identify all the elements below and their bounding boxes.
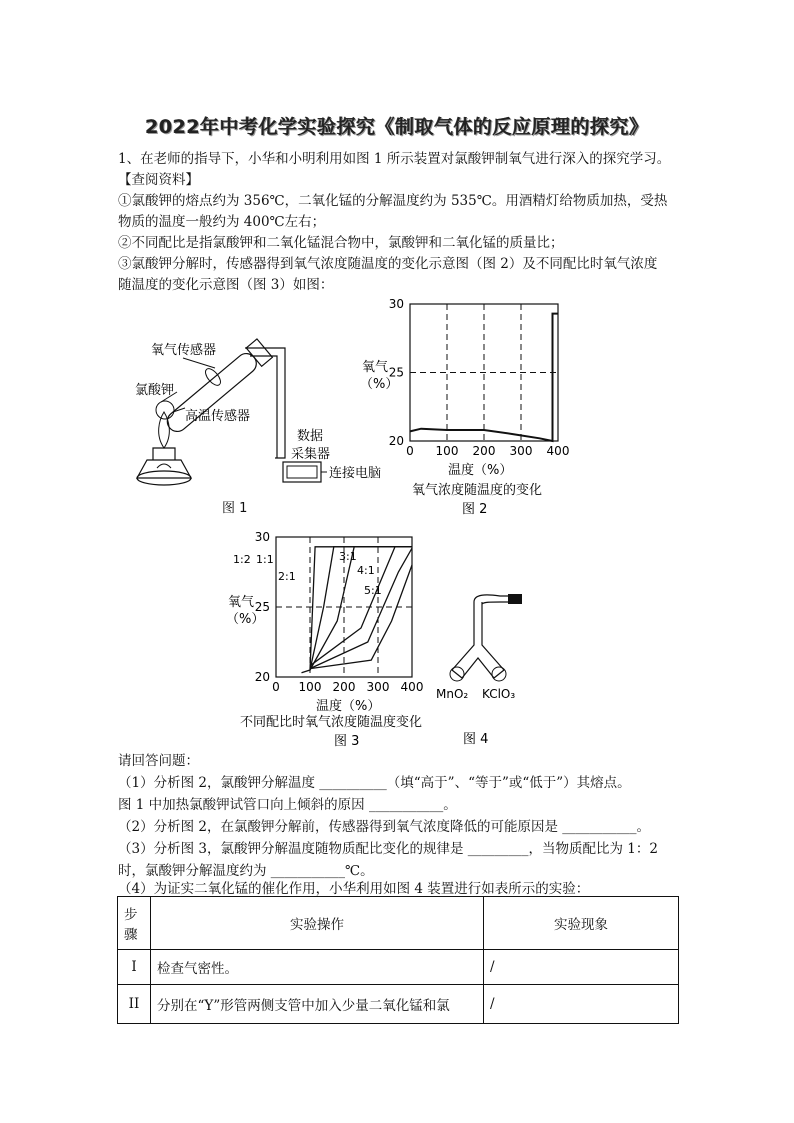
row-step: II bbox=[118, 985, 151, 1024]
label-mno2: MnO₂ bbox=[436, 687, 469, 701]
info-line-2: ②不同配比是指氯酸钾和二氧化锰混合物中，氯酸钾和二氧化锰的质量比； bbox=[118, 235, 564, 251]
x-axis-label: 温度（%） bbox=[316, 699, 381, 714]
question-2: （2）分析图 2，在氯酸钾分解前，传感器得到氧气浓度降低的可能原因是 ___________。 bbox=[118, 819, 651, 835]
x-tick-label: 200 bbox=[472, 444, 496, 458]
y-tick-label: 20 bbox=[254, 670, 270, 684]
ratio-label: 3:1 bbox=[339, 550, 357, 563]
figure-4-y-tube bbox=[430, 590, 540, 750]
label-temp-sensor: 高温传感器 bbox=[185, 409, 251, 424]
x-tick-label: 300 bbox=[509, 444, 533, 458]
ratio-label: 4:1 bbox=[357, 564, 375, 577]
ratio-label: 5:1 bbox=[364, 584, 382, 597]
ratio-label: 1:2 bbox=[233, 553, 251, 566]
table-row bbox=[118, 950, 679, 985]
grid-lines bbox=[410, 304, 558, 441]
row-step: I bbox=[118, 950, 151, 985]
figure-1-caption: 图 1 bbox=[222, 501, 248, 516]
table-row bbox=[118, 985, 679, 1024]
x-tick-label: 0 bbox=[272, 680, 280, 694]
series-ratio-5-1 bbox=[310, 565, 412, 669]
y-axis-unit: （%） bbox=[226, 612, 265, 627]
label-oxygen-sensor: 氧气传感器 bbox=[151, 343, 217, 358]
figure-3-chart bbox=[218, 530, 458, 750]
figure-2-caption: 图 2 bbox=[462, 502, 488, 517]
document-title: 2022年中考化学实验探究《制取气体的反应原理的探究》 bbox=[145, 116, 649, 138]
question-1: （1）分析图 2，氯酸钾分解温度 __________（填“高于”、“等于”或“低于”）其熔点。 bbox=[118, 775, 631, 791]
header-phenomenon: 实验现象 bbox=[484, 897, 679, 950]
x-tick-label: 100 bbox=[298, 680, 322, 694]
ratio-labels bbox=[233, 550, 382, 597]
info-line-1: ①氯酸钾的熔点约为 356℃，二氧化锰的分解温度约为 535℃。用酒精灯给物质加热，受热 bbox=[118, 193, 668, 209]
y-axis-unit: （%） bbox=[360, 377, 399, 392]
section-heading: 【查阅资料】 bbox=[118, 172, 199, 188]
tick-labels bbox=[389, 297, 570, 458]
y-tick-label: 30 bbox=[388, 297, 404, 311]
figure-4-caption: 图 4 bbox=[463, 732, 489, 747]
y-axis-label: 氧气 bbox=[362, 360, 389, 375]
info-line-3: ③氯酸钾分解时，传感器得到氧气浓度随温度的变化示意图（图 2）及不同配比时氧气浓度 bbox=[118, 256, 658, 272]
figure-3-caption: 图 3 bbox=[334, 734, 360, 749]
table-header-row bbox=[118, 897, 679, 950]
header-step: 步骤 bbox=[118, 897, 151, 950]
x-axis-label: 温度（%） bbox=[448, 463, 513, 478]
questions-intro: 请回答问题： bbox=[118, 753, 199, 769]
header-operation: 实验操作 bbox=[151, 897, 484, 950]
x-tick-label: 0 bbox=[406, 444, 414, 458]
chart-subtitle: 不同配比时氧气浓度随温度变化 bbox=[240, 715, 423, 730]
x-tick-label: 200 bbox=[332, 680, 356, 694]
label-kclo3: KClO₃ bbox=[482, 687, 516, 701]
row-operation: 分别在“Y”形管两侧支管中加入少量二氧化锰和氯 bbox=[151, 985, 484, 1024]
y-tick-label: 25 bbox=[254, 600, 270, 614]
question-3-cont: 时，氯酸钾分解温度约为 ___________℃。 bbox=[118, 863, 374, 879]
info-line-3-cont: 随温度的变化示意图（图 3）如图： bbox=[118, 277, 334, 293]
question-1-cont: 图 1 中加热氯酸钾试管口向上倾斜的原因 ___________。 bbox=[118, 797, 457, 813]
x-tick-label: 300 bbox=[366, 680, 390, 694]
row-phenomenon: / bbox=[484, 950, 679, 985]
experiment-table bbox=[117, 896, 679, 1024]
label-connect-pc: 连接电脑 bbox=[329, 466, 382, 481]
ratio-label: 1:1 bbox=[256, 553, 274, 566]
y-tick-label: 25 bbox=[388, 365, 404, 380]
label-data: 数据 bbox=[297, 429, 324, 444]
question-3: （3）分析图 3，氯酸钾分解温度随物质配比变化的规律是 _________，当物质配比为 1：2 bbox=[118, 841, 658, 857]
ratio-label: 2:1 bbox=[278, 570, 296, 583]
y-axis-label: 氧气 bbox=[228, 595, 255, 610]
x-tick-label: 400 bbox=[400, 680, 424, 694]
y-tick-label: 30 bbox=[254, 530, 270, 544]
figure-2-chart bbox=[340, 296, 580, 521]
x-tick-label: 100 bbox=[435, 444, 459, 458]
problem-intro: 1、在老师的指导下，小华和小明利用如图 1 所示装置对氯酸钾制氧气进行深入的探究学习。 bbox=[118, 151, 671, 167]
y-tick-label: 20 bbox=[388, 434, 404, 448]
chart-subtitle: 氧气浓度随温度的变化 bbox=[412, 483, 543, 498]
label-collector: 采集器 bbox=[291, 447, 331, 462]
question-4: （4）为证实二氧化锰的催化作用，小华利用如图 4 装置进行如表所示的实验： bbox=[118, 881, 590, 897]
row-operation: 检查气密性。 bbox=[151, 950, 484, 985]
label-potassium-chlorate: 氯酸钾 bbox=[135, 383, 175, 398]
x-tick-label: 400 bbox=[546, 444, 570, 458]
info-line-1-cont: 物质的温度一般约为 400℃左右； bbox=[118, 214, 326, 230]
row-phenomenon: / bbox=[484, 985, 679, 1024]
